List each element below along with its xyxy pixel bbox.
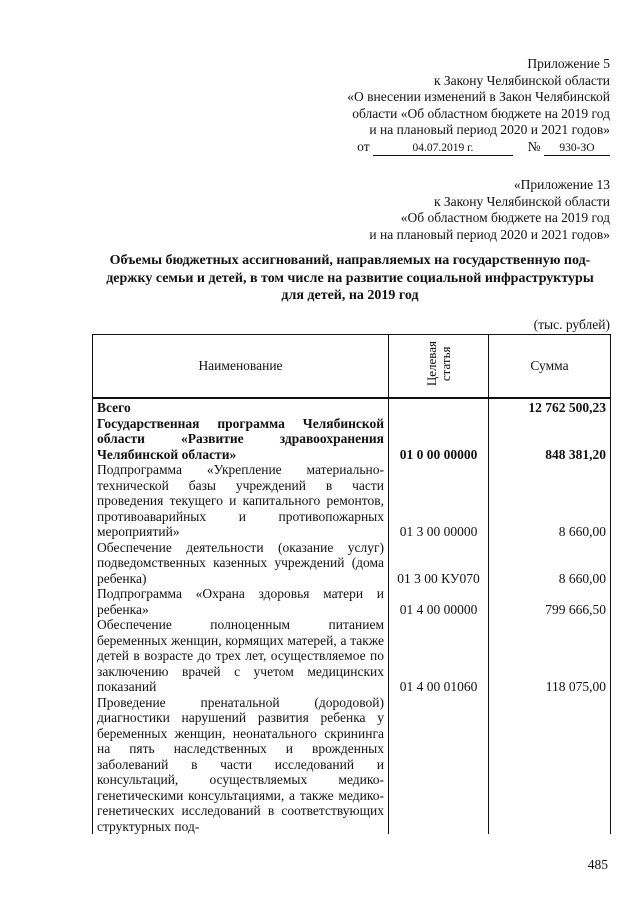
units-label: (тыс. рублей): [533, 317, 610, 332]
row-sum: [489, 695, 611, 835]
row-name: Обеспечение деятельности (оказание услуг) подведомственных казенных учреждений (дома ребенка): [93, 540, 389, 587]
row-name: Всего: [93, 398, 389, 416]
appendix-5-header: [347, 56, 610, 156]
appendix-13-header: [369, 177, 610, 243]
header-sum: Сумма: [489, 335, 611, 399]
document-title: [90, 252, 610, 305]
page-number: 485: [587, 857, 608, 872]
row-target-code: [389, 398, 489, 416]
row-sum: 118 075,00: [489, 617, 611, 695]
table-row: [93, 540, 611, 587]
law-number: 930-ЗО: [544, 142, 610, 156]
appendix-5-amend-line: «О внесении изменений в Закон Челябинской: [347, 89, 610, 104]
row-name: Государственная программа Челябинской области «Развитие здравоохранения Челябинской области»: [93, 416, 389, 463]
row-name: Обеспечение полноценным питанием беременных женщин, кормящих матерей, а также детей в возрасте до трех лет, осуществляемое по заключению врачей с учетом медицинских показаний: [93, 617, 389, 695]
row-sum: 799 666,50: [489, 586, 611, 617]
row-sum: 8 660,00: [489, 540, 611, 587]
table-row: [93, 398, 611, 416]
table-row: [93, 462, 611, 540]
appendix-5-title: Приложение 5: [527, 56, 610, 71]
row-target-code: [389, 695, 489, 835]
row-target-code: 01 4 00 00000: [389, 586, 489, 617]
appendix-13-budget-line: «Об областном бюджете на 2019 год: [400, 210, 610, 225]
row-sum: 848 381,20: [489, 416, 611, 463]
title-line-1: Объемы бюджетных ассигнований, направляемых на государственную под-: [109, 253, 591, 268]
title-line-3: для детей, на 2019 год: [281, 288, 419, 303]
number-prefix: №: [527, 138, 541, 154]
row-name: Подпрограмма «Охрана здоровья матери и ребенка»: [93, 586, 389, 617]
row-target-code: 01 4 00 01060: [389, 617, 489, 695]
appendix-13-title: «Приложение 13: [513, 177, 610, 192]
row-name: Проведение пренатальной (дородовой) диагностики нарушений развития ребенка у беременных женщин, неонатального скрининга на пять наследственных и врожденных заболеваний в части исследований и консультаций, осуществляемых медико-генетическими консультациями, а также медико-генетических исследований в соответствующих структурных под-: [93, 695, 389, 835]
law-date: 04.07.2019 г.: [373, 142, 513, 156]
row-target-code: 01 0 00 00000: [389, 416, 489, 463]
appendix-5-law-ref: к Закону Челябинской области: [433, 72, 610, 88]
table-row: [93, 416, 611, 463]
appendix-13-period-line: и на плановый период 2020 и 2021 годов»: [369, 226, 610, 242]
appendix-5-budget-line: области «Об областном бюджете на 2019 год: [352, 105, 610, 121]
title-line-2: держку семьи и детей, в том числе на развитие социальной инфраструктуры: [106, 270, 594, 286]
row-sum: 12 762 500,23: [489, 398, 611, 416]
date-prefix: от: [357, 138, 370, 154]
row-sum: 8 660,00: [489, 462, 611, 540]
appendix-5-period-line: и на плановый период 2020 и 2021 годов»: [369, 122, 610, 137]
row-target-code: 01 3 00 00000: [389, 462, 489, 540]
table-header-row: [93, 335, 611, 399]
table-row: [93, 586, 611, 617]
table-row: [93, 617, 611, 695]
header-target-article: [389, 335, 489, 399]
table-row: [93, 695, 611, 835]
law-date-number-line: [357, 139, 610, 156]
row-name: Подпрограмма «Укрепление материально-технической базы учреждений в части проведения текущего и капитального ремонтов, противоаварийных и противопожарных мероприятий»: [93, 462, 389, 540]
budget-table: [92, 334, 611, 834]
appendix-13-law-ref: к Закону Челябинской области: [433, 193, 610, 209]
header-name: Наименование: [93, 335, 389, 399]
row-target-code: 01 3 00 КУ070: [389, 540, 489, 587]
header-target-article-text: Целевая статья: [423, 341, 453, 387]
